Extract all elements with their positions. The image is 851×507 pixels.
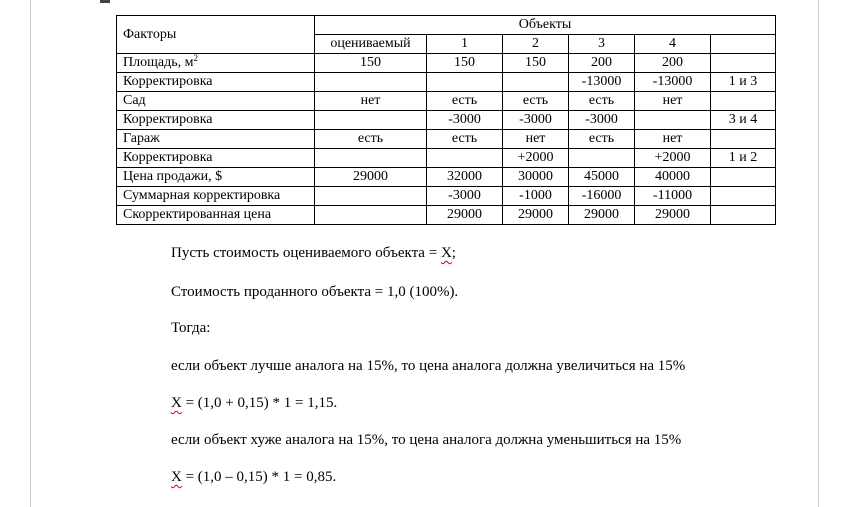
table-cell: есть: [427, 130, 503, 149]
table-cell: [503, 73, 569, 92]
table-cell: -13000: [635, 73, 711, 92]
table-cell: [315, 111, 427, 130]
paragraph-then: Тогда:: [171, 320, 211, 336]
table-row: [117, 111, 776, 130]
table-cell: [569, 149, 635, 168]
table-cell: 29000: [315, 168, 427, 187]
table-cell: +2000: [635, 149, 711, 168]
table-cell: [711, 168, 776, 187]
paragraph-text: ;: [451, 245, 456, 261]
table-cell: +2000: [503, 149, 569, 168]
header-col-note: [711, 35, 776, 54]
paragraph-text: Пусть стоимость оцениваемого объекта =: [171, 245, 441, 261]
table-cell: -16000: [569, 187, 635, 206]
table-cell: нет: [635, 92, 711, 111]
table-cell: 29000: [569, 206, 635, 225]
table-cell: -11000: [635, 187, 711, 206]
table-cell: есть: [503, 92, 569, 111]
row-label: [117, 149, 315, 168]
paragraph-better: если объект лучше аналога на 15%, то цена аналога должна увеличиться на 15%: [171, 358, 686, 374]
header-col-2: 2: [503, 35, 569, 54]
table-row: [117, 73, 776, 92]
table-row: [117, 168, 776, 187]
table-row: [117, 149, 776, 168]
table-cell: -3000: [427, 187, 503, 206]
page-top-mark: [100, 0, 110, 3]
table-cell: 40000: [635, 168, 711, 187]
table-cell: 45000: [569, 168, 635, 187]
row-label-text: Суммарная корректировка: [123, 188, 281, 203]
row-label-text: Гараж: [123, 131, 160, 146]
table-cell: 200: [635, 54, 711, 73]
table-cell: [711, 130, 776, 149]
table-cell: [635, 111, 711, 130]
table-cell: 32000: [427, 168, 503, 187]
row-label-text: Скорректированная цена: [123, 207, 272, 222]
table-cell: есть: [315, 130, 427, 149]
table-cell: 200: [569, 54, 635, 73]
table-cell: -13000: [569, 73, 635, 92]
table-row: [117, 206, 776, 225]
table-cell: [315, 73, 427, 92]
table-cell: есть: [569, 130, 635, 149]
table-cell: нет: [635, 130, 711, 149]
table-row: [117, 92, 776, 111]
row-label: [117, 130, 315, 149]
table-cell: -3000: [569, 111, 635, 130]
table-cell: [315, 187, 427, 206]
table-cell: 150: [503, 54, 569, 73]
header-col-1: 1: [427, 35, 503, 54]
row-label-text: Цена продажи, $: [123, 169, 223, 184]
table-cell: нет: [503, 130, 569, 149]
table-cell: 30000: [503, 168, 569, 187]
table-header-row: [117, 16, 776, 35]
paragraph-worse: если объект хуже аналога на 15%, то цена аналога должна уменьшиться на 15%: [171, 432, 682, 448]
header-col-4: 4: [635, 35, 711, 54]
table-cell: -1000: [503, 187, 569, 206]
table-row: [117, 130, 776, 149]
row-label: [117, 92, 315, 111]
table-cell: 29000: [427, 206, 503, 225]
header-objects: Объекты: [315, 16, 776, 35]
paragraph-sold-object: Стоимость проданного объекта = 1,0 (100%).: [171, 284, 459, 300]
table-cell: [315, 206, 427, 225]
page-margin-left: [0, 0, 30, 507]
table-cell: [711, 206, 776, 225]
table-cell: 29000: [635, 206, 711, 225]
variable-x: Х: [171, 469, 182, 485]
table-cell: [711, 92, 776, 111]
table-cell: 1 и 3: [711, 73, 776, 92]
row-label-text: Сад: [123, 93, 146, 108]
header-col-subject: оцениваемый: [315, 35, 427, 54]
unit-superscript: 2: [193, 53, 198, 63]
table-cell: 150: [427, 54, 503, 73]
row-label: [117, 54, 315, 73]
table-cell: -3000: [427, 111, 503, 130]
valuation-table: [116, 15, 776, 225]
formula-worse: [171, 468, 336, 486]
row-label: [117, 206, 315, 225]
row-label-text: Корректировка: [123, 74, 213, 89]
variable-x: Х: [171, 395, 182, 411]
table-cell: есть: [427, 92, 503, 111]
variable-x: Х: [440, 245, 452, 261]
table-row: [117, 187, 776, 206]
table-cell: есть: [569, 92, 635, 111]
header-factors: Факторы: [117, 16, 315, 54]
row-label: [117, 168, 315, 187]
row-label: [117, 73, 315, 92]
paragraph-let-x: [171, 244, 456, 262]
row-label: [117, 111, 315, 130]
table-cell: [427, 73, 503, 92]
formula-better: [171, 394, 337, 412]
header-col-3: 3: [569, 35, 635, 54]
row-label-text: Площадь, м: [123, 55, 194, 70]
formula-text: = (1,0 + 0,15) * 1 = 1,15.: [181, 395, 338, 411]
table-cell: 29000: [503, 206, 569, 225]
table-body: [117, 54, 776, 225]
table-row: [117, 54, 776, 73]
table-cell: [315, 149, 427, 168]
table-cell: 1 и 2: [711, 149, 776, 168]
table-cell: 3 и 4: [711, 111, 776, 130]
row-label: [117, 187, 315, 206]
page-margin-right: [819, 0, 851, 507]
row-label-text: Корректировка: [123, 112, 213, 127]
table-cell: -3000: [503, 111, 569, 130]
table-cell: [711, 54, 776, 73]
table-cell: нет: [315, 92, 427, 111]
formula-text: = (1,0 – 0,15) * 1 = 0,85.: [181, 469, 337, 485]
table-cell: [427, 149, 503, 168]
table-cell: [711, 187, 776, 206]
row-label-text: Корректировка: [123, 150, 213, 165]
table-cell: 150: [315, 54, 427, 73]
